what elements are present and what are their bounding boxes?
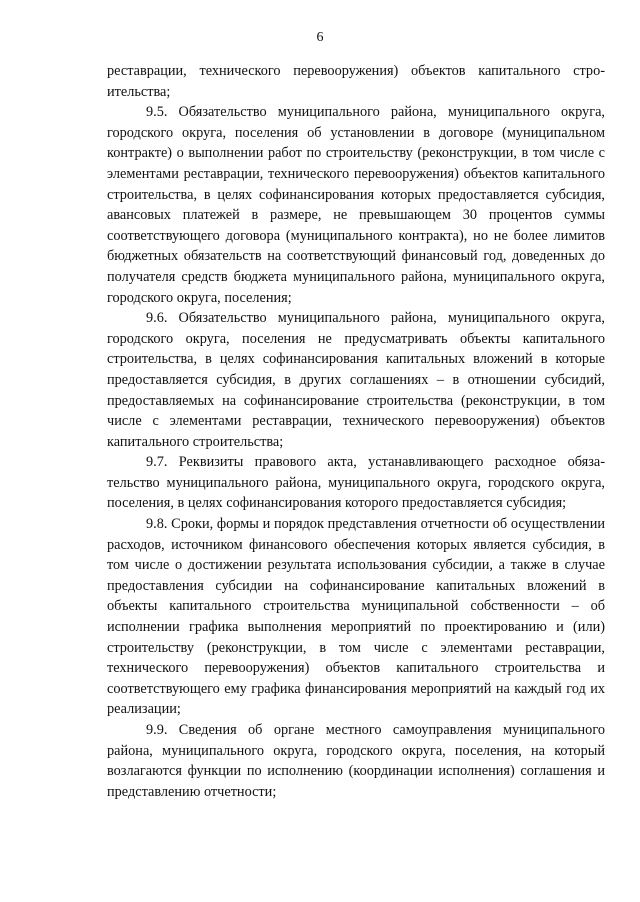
paragraph-9-8: 9.8. Сроки, формы и порядок представления отчетности об осуществлении расходов, источником финансового обеспечения которых является субсидия, в том числе о достижении результата использования субсидии, а также в случае предоставления субсидии на софинансирование капитальных вложений в объекты капитального строительства муниципальной собственности – об исполнении графика выполнения мероприятий по проектированию и (или) строительству (реконструкции, в том числе с элементами реставрации, технического перевооружения) объектов капитального строительства и соответствующего ему графика финансирования мероприятий на каждый год их реализации; <box>107 516 605 718</box>
document-body <box>107 61 605 802</box>
paragraph-9-9: 9.9. Сведения об органе местного самоуправления муниципального района, муниципального округа, городского округа, поселения, на который возлагаются функции по исполнению (координации исполнения) соглашения и представлению отчетности; <box>107 722 605 800</box>
paragraph-continuation: реставрации, технического перевооружения) объектов капитального строительства; <box>107 63 605 100</box>
paragraph-9-5: 9.5. Обязательство муниципального района, муниципального округа, городского округа, поселения об установлении в договоре (муниципальном контракте) о выполнении работ по строительству (реконструкции, в том числе с элементами реставрации, технического перевооружения) объектов капитального строительства, в целях софинансирования которых предоставляется субсидия, авансовых платежей в размере, не превышающем 30 процентов суммы соответствующего договора (муниципального контракта), но не более лимитов бюджетных обязательств на соответствующий финансовый год, доведенных до получателя средств бюджета муниципального района, муниципального округа, городского округа, поселения; <box>107 104 605 306</box>
page-number: 6 <box>316 30 324 45</box>
paragraph-9-6: 9.6. Обязательство муниципального района, муниципального округа, городского округа, поселения не предусматривать объекты капитального строительства, в целях софинансирования капитальных вложений в которые предоставляется субсидия, в других соглашениях – в отношении субсидий, предоставляемых на софинансирование строительства (реконструкции, в том числе с элементами реставрации, технического перевооружения) объектов капитального строительства; <box>107 310 605 450</box>
paragraph-9-7: 9.7. Реквизиты правового акта, устанавливающего расходное обязательство муниципального района, муниципального округа, городского округа, поселения, в целях софинансирования которого предоставляется субсидия; <box>107 454 605 512</box>
